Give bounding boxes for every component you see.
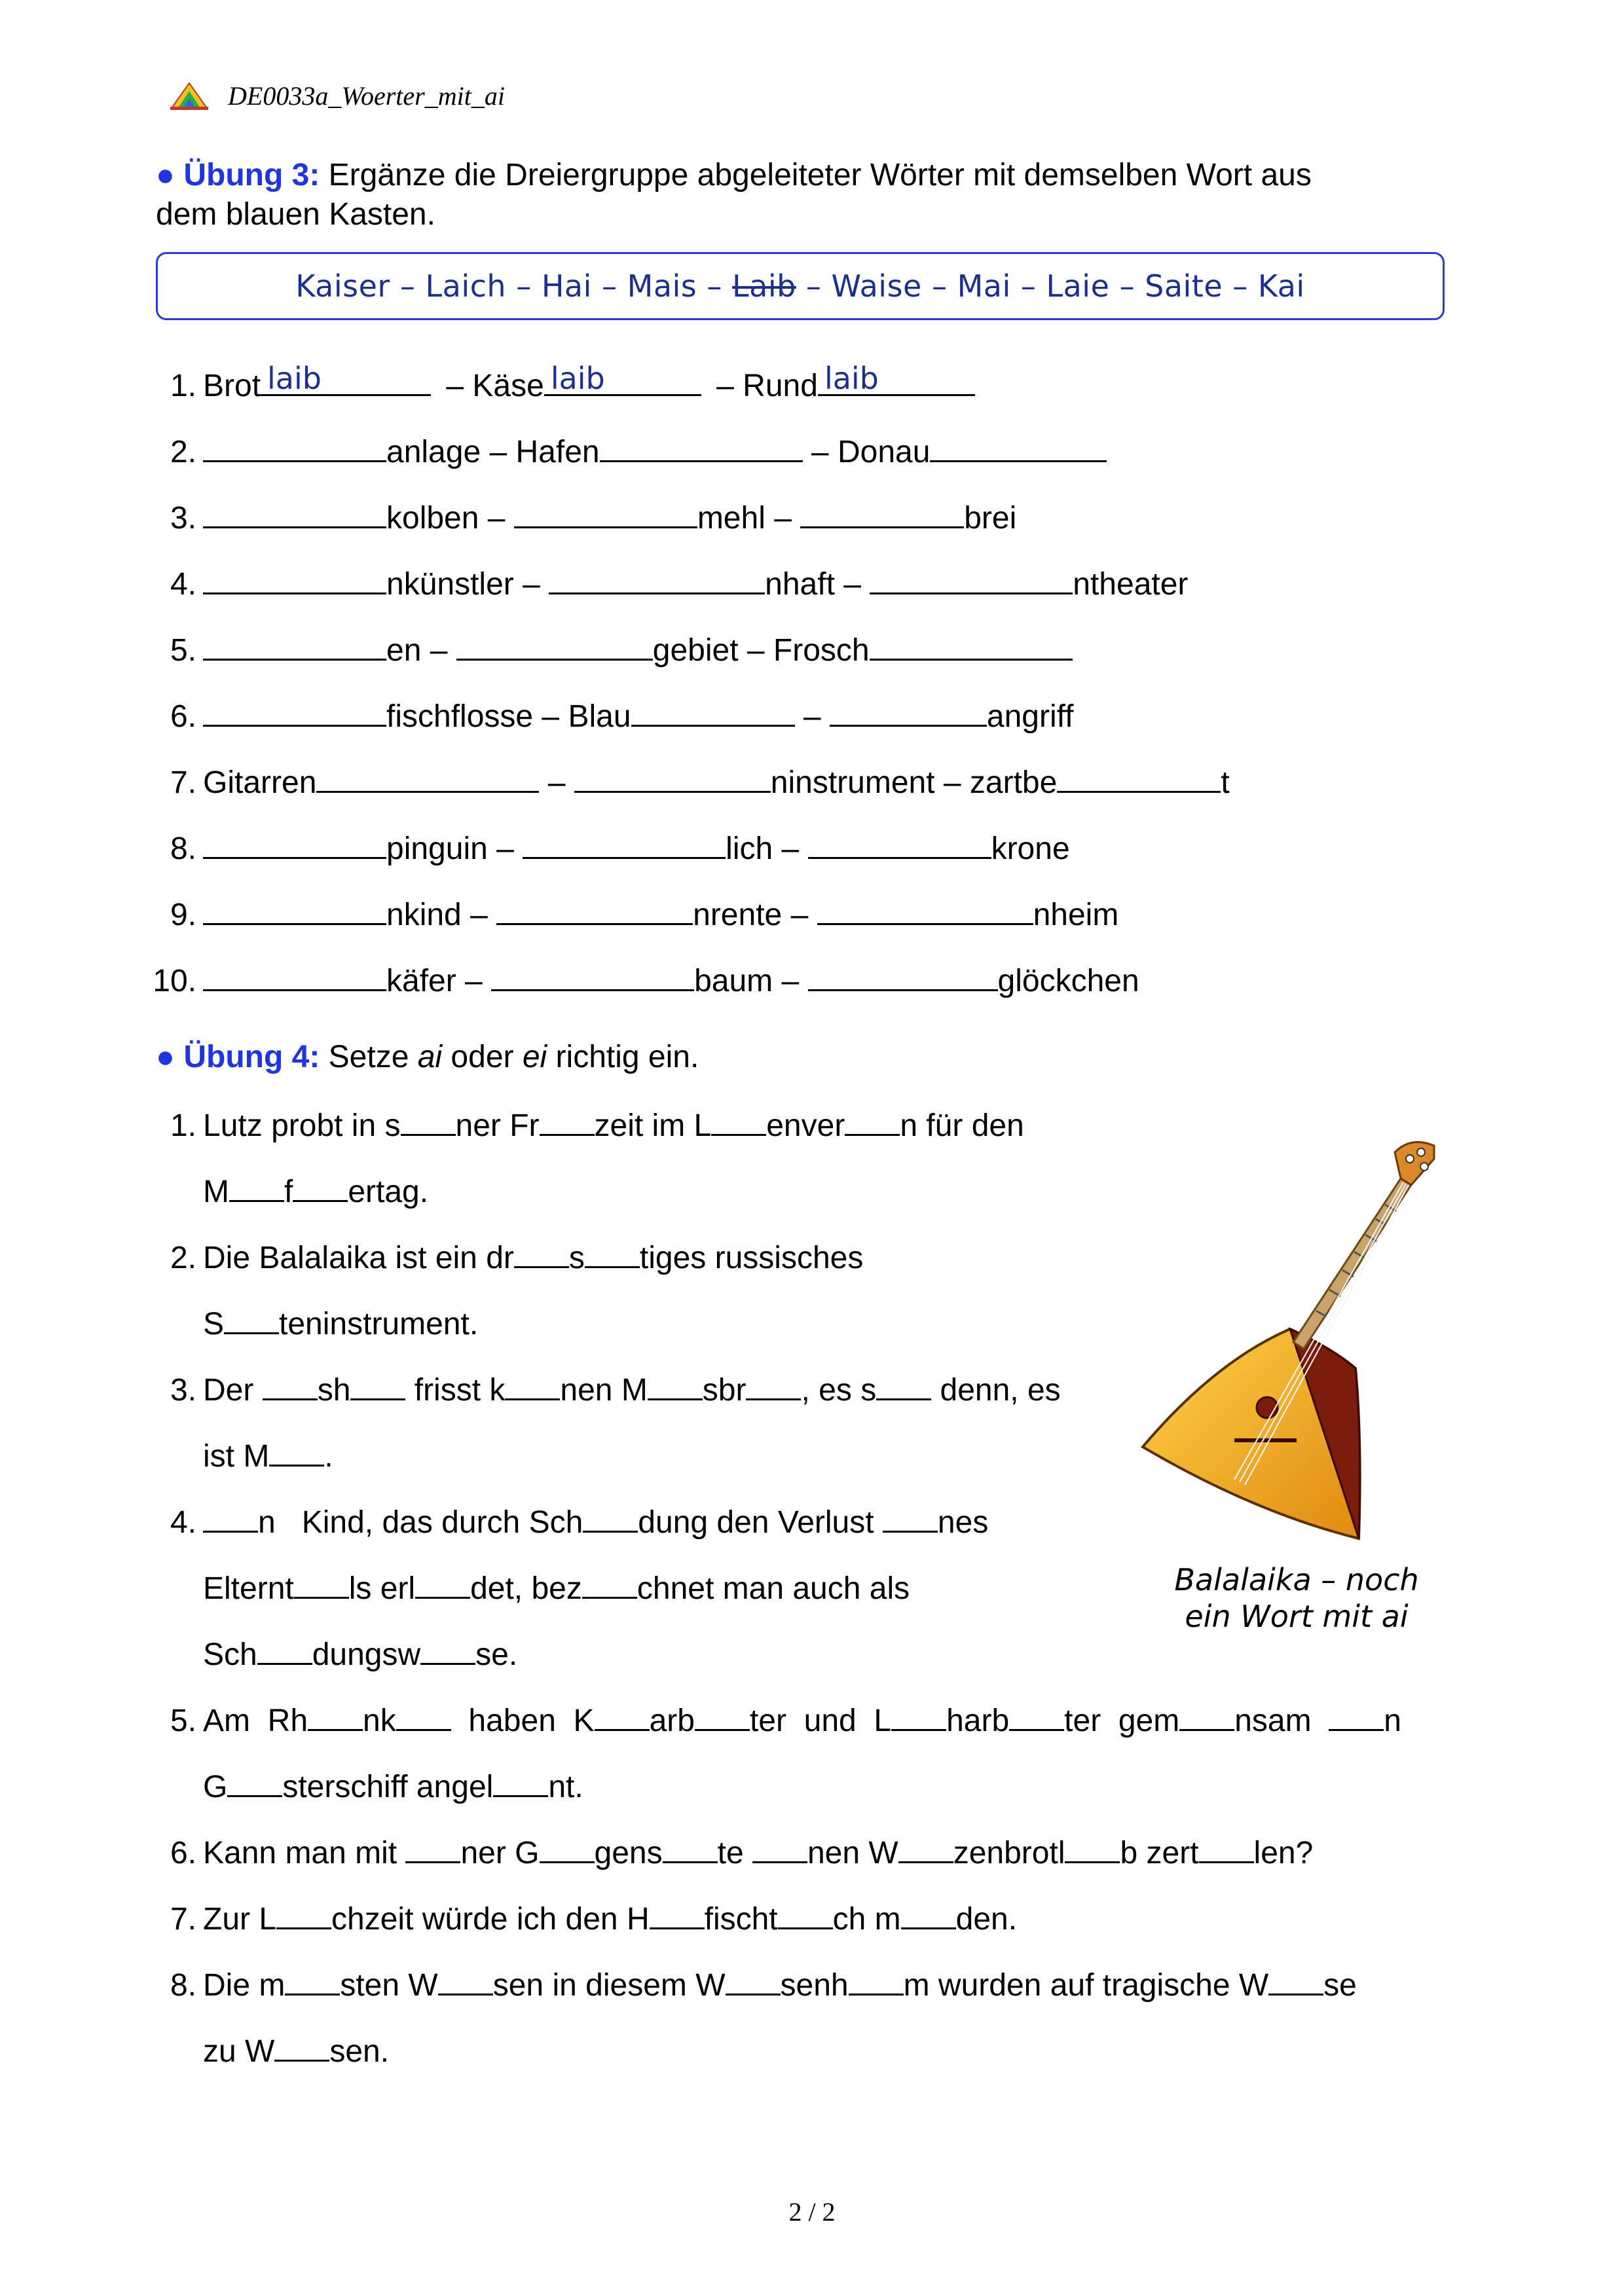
item-text: dung den Verlust: [638, 1505, 883, 1540]
letter-blank[interactable]: [269, 1437, 324, 1467]
item-text: Der: [203, 1373, 263, 1408]
item-text: sen.: [329, 2034, 390, 2069]
item-text: dungsw: [312, 1637, 421, 1672]
item-text: glöckchen: [997, 964, 1139, 998]
item-content: [203, 1702, 1401, 1741]
item-content: [203, 565, 1188, 604]
letter-blank[interactable]: [1329, 1702, 1384, 1731]
letter-blank[interactable]: [405, 1834, 460, 1863]
item-text: m wurden auf tragische W: [903, 1968, 1269, 2003]
answer-blank[interactable]: [870, 631, 1073, 661]
item-text: en –: [386, 633, 456, 668]
letter-blank[interactable]: [308, 1702, 363, 1731]
letter-blank[interactable]: [845, 1106, 900, 1136]
letter-blank[interactable]: [276, 1900, 331, 1929]
answer-blank[interactable]: [549, 565, 765, 594]
item-text: chnet man auch als: [637, 1571, 910, 1606]
item-text: nkünstler –: [386, 567, 549, 602]
letter-blank[interactable]: [514, 1239, 569, 1268]
item-text: –: [539, 765, 574, 800]
item-text: harb: [946, 1704, 1010, 1738]
letter-blank[interactable]: [203, 1503, 258, 1533]
item-text: se: [1323, 1968, 1357, 2003]
exercise4-instr-ai: ai: [417, 1040, 443, 1074]
item-text: senh: [780, 1968, 849, 2003]
item-number: 3.: [170, 501, 196, 536]
item-text: nhaft –: [765, 567, 870, 602]
item-text: –: [794, 699, 830, 734]
answer-blank[interactable]: [817, 896, 1033, 925]
letter-blank[interactable]: [257, 1635, 312, 1665]
item-number: 6.: [170, 699, 196, 734]
item-text: nen W: [807, 1836, 898, 1870]
letter-blank[interactable]: [1179, 1702, 1234, 1731]
letter-blank[interactable]: [876, 1371, 931, 1400]
item-text: anlage – Hafen: [386, 435, 600, 469]
exercise4-instruction: [156, 1038, 699, 1077]
item-content: [203, 1371, 1061, 1410]
letter-blank[interactable]: [650, 1900, 705, 1929]
item-text: fischt: [704, 1902, 778, 1937]
item-number: 5.: [170, 633, 196, 668]
letter-blank[interactable]: [293, 1173, 348, 1202]
answer-blank[interactable]: [456, 631, 653, 661]
letter-blank[interactable]: [695, 1702, 750, 1731]
item-text: enver: [766, 1108, 845, 1143]
item-content: [203, 697, 1073, 737]
item-text: Brot: [203, 369, 261, 403]
answer-blank[interactable]: [203, 499, 386, 528]
letter-blank[interactable]: [229, 1173, 284, 1202]
answer-blank[interactable]: [818, 361, 975, 396]
item-text: ntheater: [1073, 567, 1189, 602]
item-text: nsam: [1234, 1704, 1329, 1738]
letter-blank[interactable]: [583, 1503, 638, 1533]
answer-blank[interactable]: [203, 433, 386, 462]
item-number: 7.: [170, 765, 196, 800]
item-text: Elternt: [203, 1571, 294, 1606]
item-content: [203, 1239, 863, 1278]
answer-blank[interactable]: [203, 962, 386, 991]
item-content: [203, 1900, 1017, 1939]
answer-blank[interactable]: [316, 763, 539, 793]
school-logo-icon: [169, 81, 210, 111]
item-text: te: [717, 1836, 752, 1870]
letter-blank[interactable]: [1065, 1834, 1120, 1863]
item-text: nk: [363, 1704, 396, 1738]
answer-blank[interactable]: [203, 829, 386, 859]
item-text: nt.: [548, 1770, 583, 1804]
answer-blank[interactable]: [808, 962, 998, 991]
item-number: 1.: [170, 369, 196, 403]
word-list-before: Kaiser – Laich – Hai – Mais –: [295, 268, 733, 304]
item-content: [203, 962, 1139, 1001]
letter-blank[interactable]: [898, 1834, 953, 1863]
item-text: lich –: [726, 831, 808, 866]
answer-blank[interactable]: [808, 829, 991, 859]
exercise4-instr-a: Setze: [328, 1040, 418, 1074]
answer-blank[interactable]: [800, 499, 964, 528]
item-text: sbr: [702, 1373, 747, 1408]
answer-blank[interactable]: [830, 697, 987, 727]
page-number: 2 / 2: [788, 2197, 836, 2227]
handwritten-answer: laib: [267, 361, 322, 396]
item-text: , es s: [801, 1373, 877, 1408]
exercise4-instr-c: richtig ein.: [547, 1040, 699, 1074]
letter-blank[interactable]: [883, 1503, 938, 1533]
letter-blank[interactable]: [274, 2032, 329, 2062]
item-number: 4.: [170, 567, 196, 602]
letter-blank[interactable]: [1009, 1702, 1064, 1731]
item-text: pinguin –: [386, 831, 523, 866]
bullet-icon: ●: [156, 1040, 175, 1074]
balalaika-illustration: [1136, 1133, 1437, 1558]
item-text: zu W: [203, 2034, 275, 2069]
item-text: .: [324, 1439, 333, 1474]
item-number: 10.: [153, 964, 196, 998]
item-content: [203, 361, 982, 406]
handwritten-answer: laib: [824, 361, 879, 396]
answer-blank[interactable]: [574, 763, 771, 793]
item-number: 6.: [170, 1836, 196, 1870]
item-text: – Käse: [437, 369, 544, 403]
figure-caption-line1: Balalaika – noch: [1174, 1562, 1419, 1597]
exercise3-instruction: [156, 156, 1445, 234]
item-number: 3.: [170, 1373, 196, 1408]
answer-blank[interactable]: [523, 829, 726, 859]
item-text: Kann man mit: [203, 1836, 406, 1870]
item-text: den.: [955, 1902, 1018, 1937]
exercise4-instr-ei: ei: [522, 1040, 547, 1074]
item-text: nen M: [560, 1373, 648, 1408]
letter-blank[interactable]: [663, 1834, 718, 1863]
letter-blank[interactable]: [648, 1371, 703, 1400]
letter-blank[interactable]: [711, 1106, 766, 1136]
item-content: [203, 829, 1070, 869]
item-content: [203, 433, 1107, 472]
item-number: 2.: [170, 435, 196, 469]
word-list: [295, 268, 1304, 304]
item-content: [203, 896, 1118, 935]
item-number: 7.: [170, 1902, 196, 1937]
item-content: [203, 1966, 1357, 2005]
item-content: [203, 1106, 1024, 1146]
item-number: 5.: [170, 1704, 196, 1738]
letter-blank[interactable]: [224, 1305, 279, 1334]
answer-blank[interactable]: [491, 962, 694, 991]
answer-blank[interactable]: [544, 361, 701, 396]
letter-blank[interactable]: [746, 1371, 801, 1400]
item-text: ner G: [460, 1836, 540, 1870]
item-content: [203, 1834, 1313, 1873]
item-text: n: [1384, 1704, 1401, 1738]
item-text: Sch: [203, 1637, 257, 1672]
letter-blank[interactable]: [540, 1834, 595, 1863]
item-number: 2.: [170, 1241, 196, 1275]
item-text: sen in diesem W: [492, 1968, 726, 2003]
item-text: kolben –: [386, 501, 514, 536]
answer-blank[interactable]: [203, 631, 386, 661]
letter-blank[interactable]: [227, 1768, 282, 1797]
answer-blank[interactable]: [930, 433, 1107, 462]
item-text: Zur L: [203, 1902, 277, 1937]
item-text: Die Balalaika ist ein dr: [203, 1241, 514, 1275]
letter-blank[interactable]: [849, 1966, 904, 1995]
item-text: b zert: [1120, 1836, 1199, 1870]
item-text: gebiet – Frosch: [652, 633, 870, 668]
letter-blank[interactable]: [415, 1569, 470, 1599]
item-text: ch m: [832, 1902, 901, 1937]
letter-blank[interactable]: [285, 1966, 340, 1995]
item-text: chzeit würde ich den H: [331, 1902, 650, 1937]
item-content: [203, 1173, 428, 1212]
item-text: G: [203, 1770, 228, 1804]
item-text: ter und L: [749, 1704, 892, 1738]
exercise4-label: Übung 4:: [183, 1040, 320, 1074]
item-text: haben K: [451, 1704, 595, 1738]
item-text: tiges russisches: [639, 1241, 864, 1275]
letter-blank[interactable]: [294, 1569, 349, 1599]
item-text: t: [1221, 765, 1230, 800]
item-text: S: [203, 1307, 225, 1341]
item-text: nheim: [1033, 898, 1119, 932]
item-number: 8.: [170, 1968, 196, 2003]
letter-blank[interactable]: [540, 1106, 595, 1136]
letter-blank[interactable]: [396, 1702, 451, 1731]
item-text: ner Fr: [455, 1108, 540, 1143]
letter-blank[interactable]: [420, 1635, 475, 1665]
item-text: nkind –: [386, 898, 497, 932]
bullet-icon: ●: [156, 158, 175, 192]
item-text: denn, es: [931, 1373, 1061, 1408]
item-text: len?: [1253, 1836, 1314, 1870]
item-text: f: [284, 1175, 293, 1209]
answer-blank[interactable]: [631, 697, 795, 727]
item-text: n für den: [900, 1108, 1024, 1143]
item-text: nes: [937, 1505, 989, 1540]
item-text: n Kind, das durch Sch: [258, 1505, 583, 1540]
item-number: 1.: [170, 1108, 196, 1143]
answer-blank[interactable]: [600, 433, 803, 462]
letter-blank[interactable]: [1199, 1834, 1254, 1863]
item-text: – Rund: [707, 369, 818, 403]
item-text: sten W: [340, 1968, 438, 2003]
letter-blank[interactable]: [493, 1768, 548, 1797]
item-text: Die m: [203, 1968, 286, 2003]
item-text: baum –: [694, 964, 808, 998]
page-header: [169, 77, 505, 114]
item-content: [203, 1569, 910, 1609]
answer-blank[interactable]: [1057, 763, 1221, 793]
letter-blank[interactable]: [350, 1371, 405, 1400]
item-text: ter gem: [1064, 1704, 1180, 1738]
item-text: zeit im L: [594, 1108, 712, 1143]
item-number: 4.: [170, 1505, 196, 1540]
item-text: Am Rh: [203, 1704, 308, 1738]
item-text: sterschiff angel: [282, 1770, 494, 1804]
exercise3-label: Übung 3:: [183, 158, 320, 192]
item-text: gens: [594, 1836, 663, 1870]
item-text: käfer –: [386, 964, 492, 998]
letter-blank[interactable]: [263, 1371, 318, 1400]
item-text: – Donau: [802, 435, 931, 469]
item-content: [203, 499, 1016, 538]
handwritten-answer: laib: [550, 361, 605, 396]
answer-blank[interactable]: [261, 361, 431, 396]
answer-blank[interactable]: [203, 697, 386, 727]
letter-blank[interactable]: [595, 1702, 650, 1731]
item-text: ls erl: [348, 1571, 416, 1606]
item-text: ist M: [203, 1439, 270, 1474]
letter-blank[interactable]: [778, 1900, 833, 1929]
item-number: 8.: [170, 831, 196, 866]
item-content: [203, 1437, 333, 1476]
item-text: ninstrument – zartbe: [770, 765, 1058, 800]
exercise4-instr-b: oder: [442, 1040, 523, 1074]
item-content: [203, 2032, 389, 2071]
letter-blank[interactable]: [752, 1834, 807, 1863]
answer-blank[interactable]: [514, 499, 697, 528]
letter-blank[interactable]: [438, 1966, 493, 1995]
item-text: Gitarren: [203, 765, 317, 800]
item-content: [203, 1305, 478, 1344]
answer-blank[interactable]: [203, 565, 386, 594]
item-text: ertag.: [348, 1175, 429, 1209]
item-text: se.: [475, 1637, 518, 1672]
word-box: [156, 252, 1445, 320]
item-content: [203, 763, 1230, 803]
answer-blank[interactable]: [203, 896, 386, 925]
word-list-after: – Waise – Mai – Laie – Saite – Kai: [796, 268, 1305, 304]
item-text: s: [568, 1241, 585, 1275]
item-text: teninstrument.: [279, 1307, 479, 1341]
exercise3-instruction-line1: Ergänze die Dreiergruppe abgeleiteter Wörter mit demselben Wort aus: [328, 158, 1312, 192]
item-text: frisst k: [405, 1373, 506, 1408]
letter-blank[interactable]: [401, 1106, 456, 1136]
item-content: [203, 1635, 517, 1675]
item-text: M: [203, 1175, 229, 1209]
item-text: fischflosse – Blau: [386, 699, 631, 734]
letter-blank[interactable]: [726, 1966, 781, 1995]
item-text: arb: [649, 1704, 695, 1738]
item-text: angriff: [986, 699, 1074, 734]
word-list-struck: Laib: [732, 268, 796, 304]
item-number: 9.: [170, 898, 196, 932]
item-text: mehl –: [697, 501, 801, 536]
letter-blank[interactable]: [891, 1702, 946, 1731]
figure-caption: [1133, 1561, 1460, 1635]
item-content: [203, 631, 1073, 670]
item-text: sh: [317, 1373, 351, 1408]
exercise3-instruction-line2: dem blauen Kasten.: [156, 197, 435, 232]
item-text: zenbrotl: [953, 1836, 1065, 1870]
item-content: [203, 1503, 988, 1542]
letter-blank[interactable]: [505, 1371, 560, 1400]
letter-blank[interactable]: [901, 1900, 956, 1929]
answer-blank[interactable]: [870, 565, 1073, 594]
document-title: DE0033a_Woerter_mit_ai: [228, 81, 505, 111]
item-text: det, bez: [470, 1571, 582, 1606]
figure-caption-line2: ein Wort mit ai: [1185, 1599, 1409, 1634]
item-content: [203, 1768, 583, 1807]
answer-blank[interactable]: [496, 896, 693, 925]
letter-blank[interactable]: [582, 1569, 637, 1599]
item-text: brei: [964, 501, 1017, 536]
letter-blank[interactable]: [1268, 1966, 1323, 1995]
item-text: krone: [991, 831, 1070, 866]
letter-blank[interactable]: [585, 1239, 640, 1268]
item-text: Lutz probt in s: [203, 1108, 401, 1143]
item-text: nrente –: [693, 898, 817, 932]
